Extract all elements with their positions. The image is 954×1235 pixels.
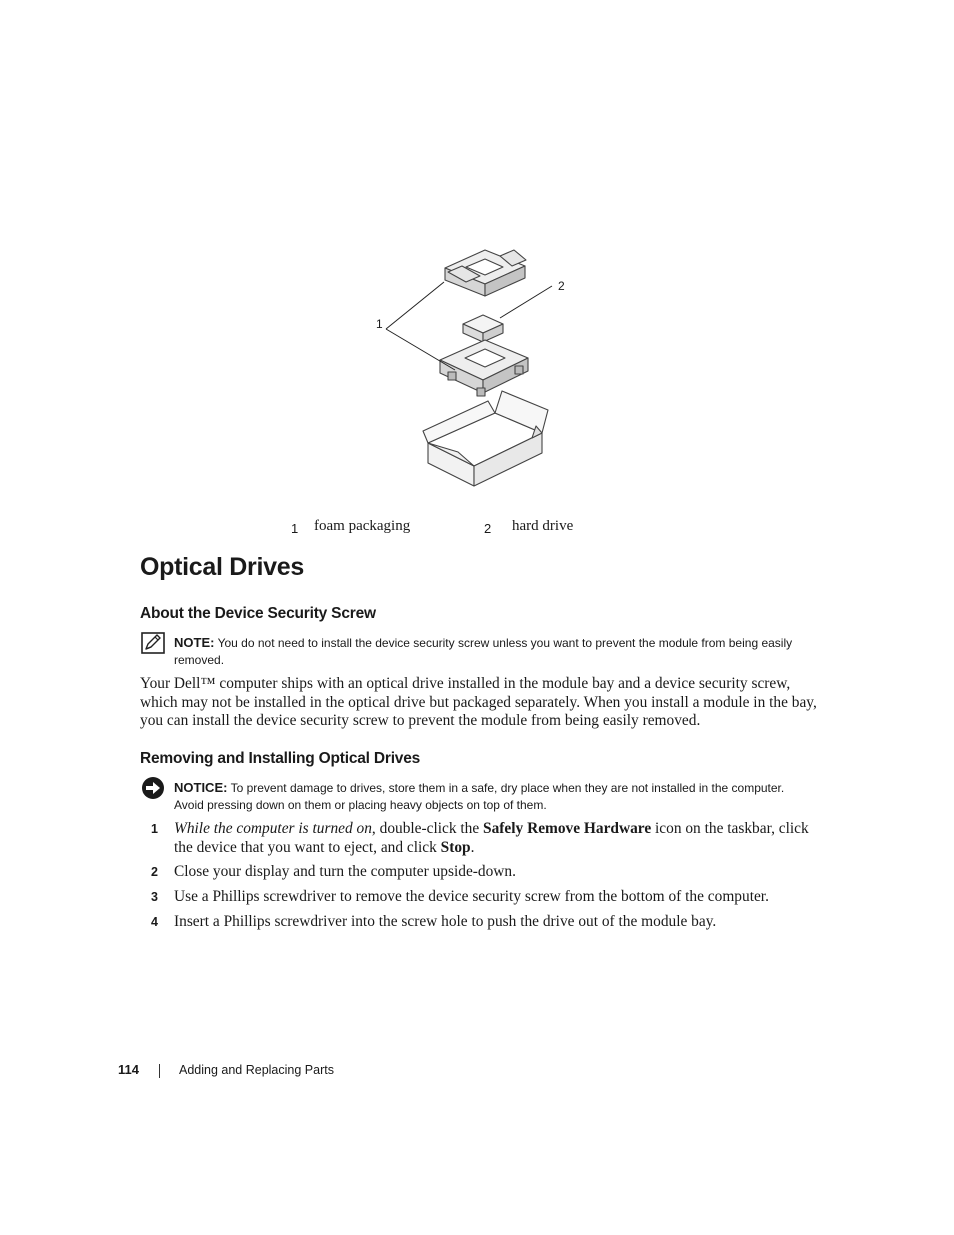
- legend-item-1-number: 1: [291, 521, 299, 536]
- step-3-text: Use a Phillips screwdriver to remove the device security screw from the bottom of the computer.: [174, 888, 769, 905]
- step-4-text: Insert a Phillips screwdriver into the screw hole to push the drive out of the module bay.: [174, 913, 717, 930]
- footer-section-title: Adding and Replacing Parts: [179, 1063, 334, 1077]
- callout-1: 1: [376, 317, 383, 331]
- step-1-end: .: [470, 839, 475, 856]
- step-4-number: 4: [151, 915, 158, 929]
- about-heading: About the Device Security Screw: [140, 605, 376, 622]
- packaging-illustration: [360, 238, 590, 493]
- step-2-text: Close your display and turn the computer upside-down.: [174, 863, 516, 880]
- legend-item-1-label: foam packaging: [314, 518, 411, 534]
- removing-heading: Removing and Installing Optical Drives: [140, 750, 421, 767]
- pencil-note-icon: [141, 632, 165, 654]
- body-paragraph: Your Dell™ computer ships with an optical drive installed in the module bay and a device security screw, which may not be installed in the optical drive but packaged separately. When you install a module in the bay, you can install the device security screw to prevent the module from being easily removed.: [140, 675, 817, 729]
- page-title: Optical Drives: [140, 553, 304, 581]
- note-callout: [174, 634, 814, 669]
- footer-divider: [159, 1064, 160, 1078]
- step-1-pre: , double-click the: [371, 820, 484, 837]
- foam-packaging-drawing: [360, 238, 590, 493]
- page-number: 114: [118, 1062, 139, 1077]
- notice-callout: [174, 779, 814, 814]
- step-2-number: 2: [151, 865, 158, 879]
- note-label: NOTE:: [174, 635, 215, 650]
- legend-item-2-number: 2: [484, 521, 492, 536]
- notice-text: To prevent damage to drives, store them in a safe, dry place when they are not installed in the computer. Avoid pressing down on them or placing heavy objects on top of them.: [174, 781, 785, 812]
- step-1-italic: While the computer is turned on: [174, 820, 372, 837]
- step-1-mid: icon on the taskbar, click the device that you want to eject, and click: [174, 820, 809, 856]
- legend-item-2-label: hard drive: [512, 518, 574, 534]
- stop-label: Stop: [440, 839, 471, 856]
- note-text: You do not need to install the device security screw unless you want to prevent the module from being easily removed.: [174, 636, 793, 667]
- safely-remove-hardware-label: Safely Remove Hardware: [483, 820, 652, 837]
- notice-label: NOTICE:: [174, 780, 228, 795]
- arrow-notice-icon: [141, 776, 165, 798]
- step-1-text: [174, 819, 814, 857]
- callout-2: 2: [558, 279, 565, 293]
- step-3-number: 3: [151, 890, 158, 904]
- step-1-number: 1: [151, 822, 158, 836]
